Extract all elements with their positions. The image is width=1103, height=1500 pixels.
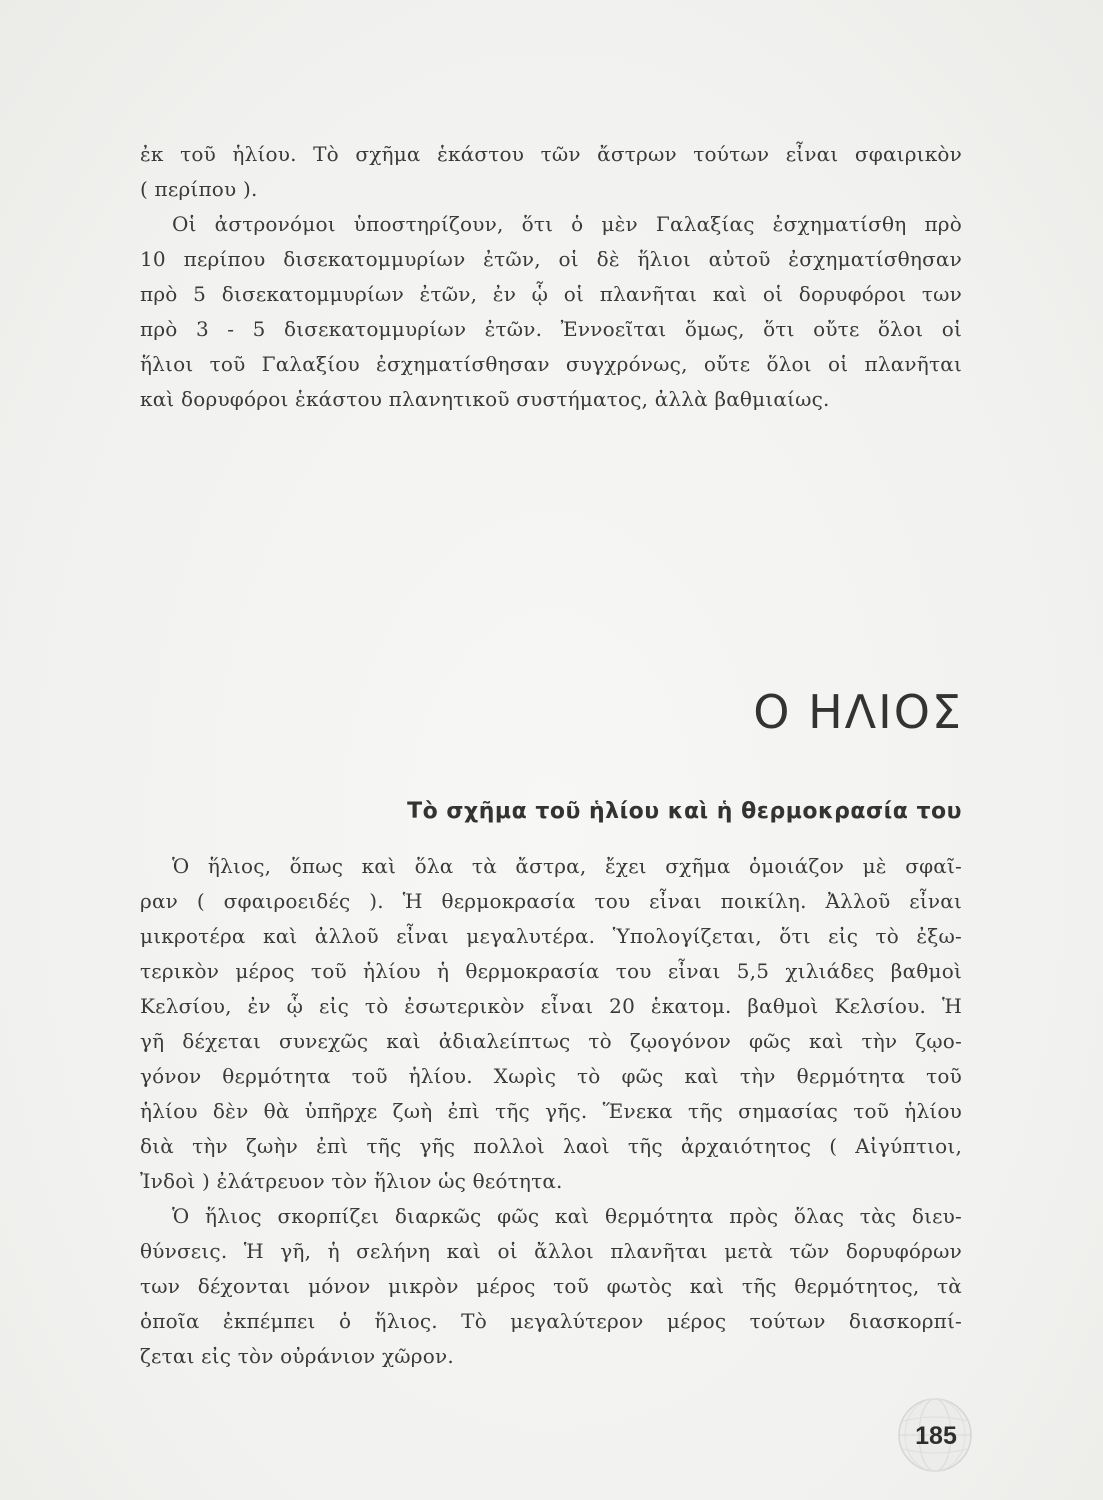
text-line: γῆ δέχεται συνεχῶς καὶ ἀδιαλείπτως τὸ ζῳογόνον φῶς καὶ τὴν ζῳο- [140, 1029, 962, 1053]
intro-text-block [140, 137, 962, 417]
text-line: Κελσίου, ἐν ᾧ εἰς τὸ ἐσωτερικὸν εἶναι 20 ἑκατομ. βαθμοὶ Κελσίου. Ἡ [140, 994, 962, 1018]
text-line: ραν ( σφαιροειδές ). Ἡ θερμοκρασία του εἶναι ποικίλη. Ἀλλοῦ εἶναι [140, 889, 962, 913]
text-line: ὁποῖα ἐκπέμπει ὁ ἥλιος. Τὸ μεγαλύτερον μέρος τούτων διασκορπί- [140, 1309, 962, 1333]
text-line: 10 περίπου δισεκατομμυρίων ἐτῶν, οἱ δὲ ἥλιοι αὐτοῦ ἐσχηματίσθησαν [140, 247, 962, 271]
text-line: Οἱ ἀστρονόμοι ὑποστηρίζουν, ὅτι ὁ μὲν Γαλαξίας ἐσχηματίσθη πρὸ [172, 212, 962, 236]
text-line: θύνσεις. Ἡ γῆ, ἡ σελήνη καὶ οἱ ἄλλοι πλανῆται μετὰ τῶν δορυφόρων [140, 1239, 962, 1263]
text-line: πρὸ 3 - 5 δισεκατομμυρίων ἐτῶν. Ἐννοεῖται ὅμως, ὅτι οὔτε ὅλοι οἱ [140, 317, 962, 341]
text-line: μικροτέρα καὶ ἀλλοῦ εἶναι μεγαλυτέρα. Ὑπολογίζεται, ὅτι εἰς τὸ ἐξω- [140, 924, 962, 948]
text-line: τερικὸν μέρος τοῦ ἡλίου ἡ θερμοκρασία του εἶναι 5,5 χιλιάδες βαθμοὶ [140, 959, 962, 983]
text-line: των δέχονται μόνον μικρὸν μέρος τοῦ φωτὸς καὶ τῆς θερμότητος, τὰ [140, 1274, 962, 1298]
text-line: ( περίπου ). [140, 177, 258, 201]
text-line: ζεται εἰς τὸν οὐράνιον χῶρον. [140, 1344, 454, 1368]
text-line: διὰ τὴν ζωὴν ἐπὶ τῆς γῆς πολλοὶ λαοὶ τῆς ἀρχαιότητος ( Αἰγύπτιοι, [140, 1134, 962, 1158]
section-title: Τὸ σχῆμα τοῦ ἡλίου καὶ ἡ θερμοκρασία του [407, 799, 962, 824]
text-line: Ἰνδοὶ ) ἐλάτρευον τὸν ἥλιον ὡς θεότητα. [140, 1169, 563, 1193]
text-line: ἐκ τοῦ ἡλίου. Τὸ σχῆμα ἑκάστου τῶν ἄστρων τούτων εἶναι σφαιρικὸν [140, 142, 962, 166]
text-line: καὶ δορυφόροι ἑκάστου πλανητικοῦ συστήματος, ἀλλὰ βαθμιαίως. [140, 387, 830, 411]
text-line: γόνον θερμότητα τοῦ ἡλίου. Χωρὶς τὸ φῶς καὶ τὴν θερμότητα τοῦ [140, 1064, 962, 1088]
page-number: 185 [915, 1422, 957, 1450]
chapter-title: Ο ΗΛΙΟΣ [753, 685, 963, 739]
text-line: Ὁ ἥλιος, ὅπως καὶ ὅλα τὰ ἄστρα, ἔχει σχῆμα ὁμοιάζον μὲ σφαῖ- [172, 854, 962, 878]
text-line: ἡλίου δὲν θὰ ὑπῆρχε ζωὴ ἐπὶ τῆς γῆς. Ἕνεκα τῆς σημασίας τοῦ ἡλίου [140, 1099, 962, 1123]
sun-text-block [140, 849, 962, 1374]
text-line: Ὁ ἥλιος σκορπίζει διαρκῶς φῶς καὶ θερμότητα πρὸς ὅλας τὰς διευ- [172, 1204, 962, 1228]
text-line: ἥλιοι τοῦ Γαλαξίου ἐσχηματίσθησαν συγχρόνως, οὔτε ὅλοι οἱ πλανῆται [140, 352, 962, 376]
text-line: πρὸ 5 δισεκατομμυρίων ἐτῶν, ἐν ᾧ οἱ πλανῆται καὶ οἱ δορυφόροι των [140, 282, 962, 306]
